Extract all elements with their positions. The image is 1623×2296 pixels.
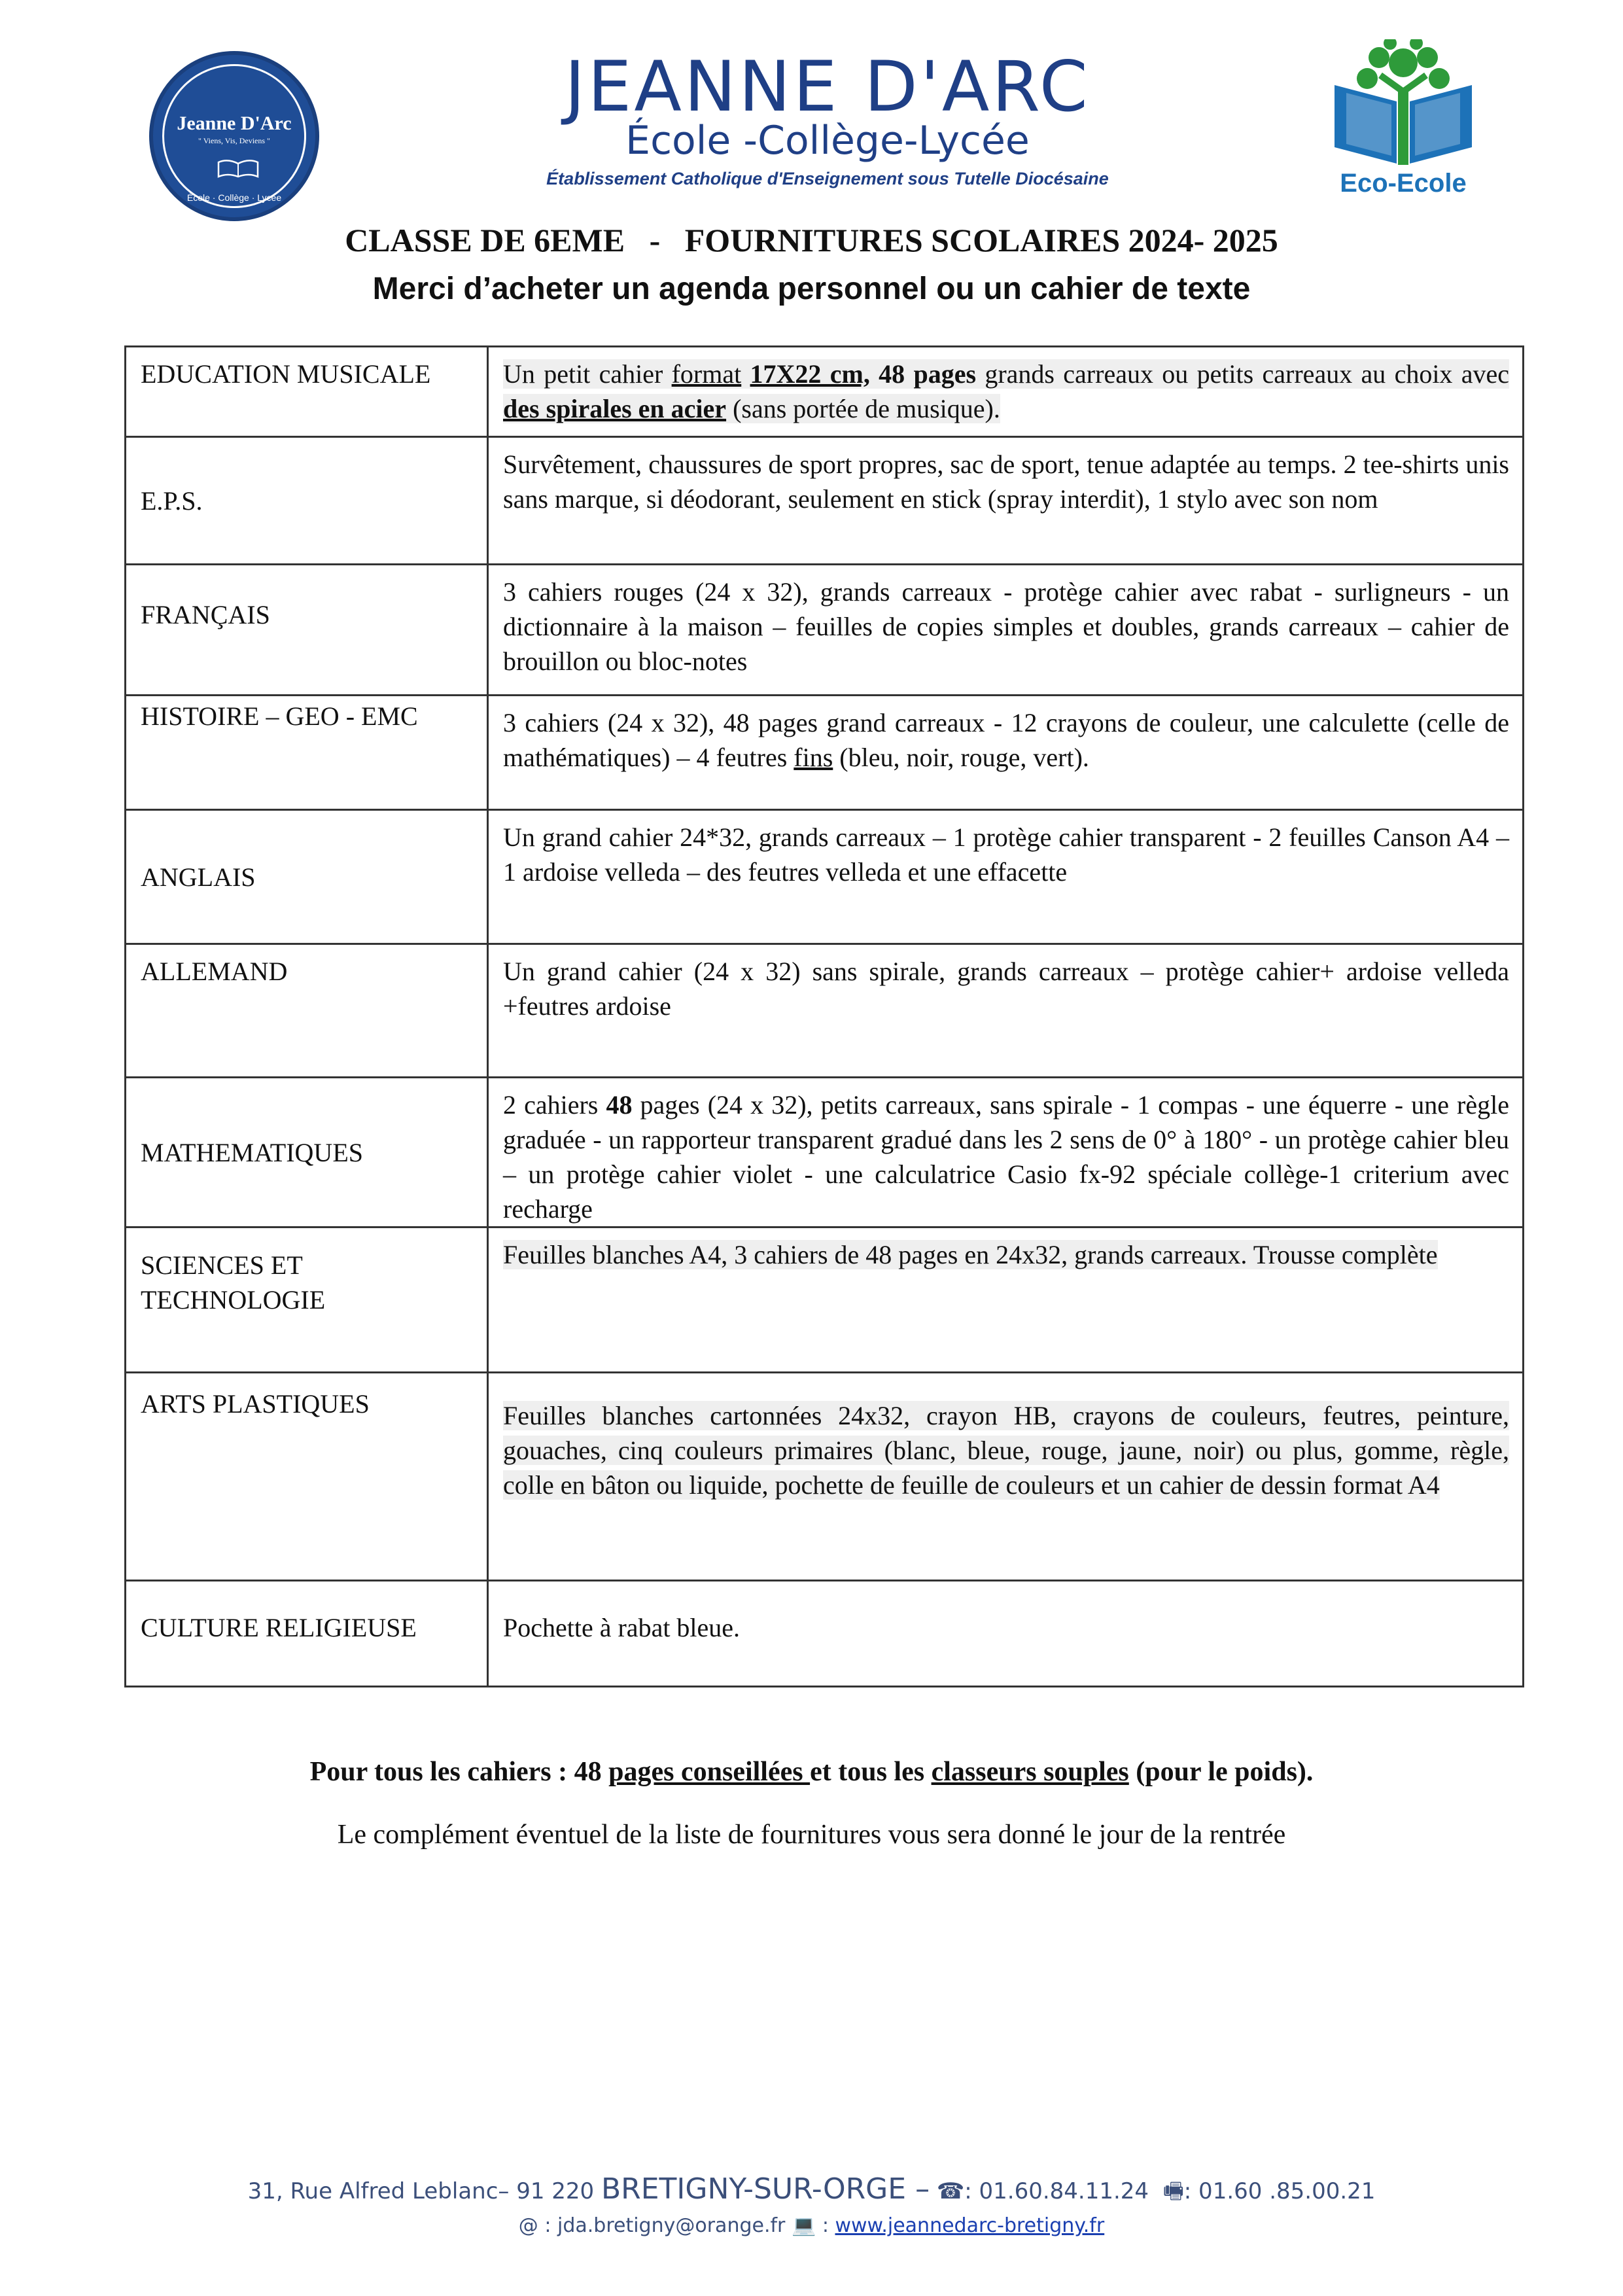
text-run-underlined: pages conseillées [608,1757,811,1787]
text-run: 3 cahiers (24 x 32), 48 pages grand carreaux - 12 crayons de couleur, une calculette (celle de mathématiques) – 4 feutres [503,708,1509,772]
supplies-text: Feuilles blanches A4, 3 cahiers de 48 pages en 24x32, grands carreaux. Trousse complète [503,1240,1438,1269]
fax-number: : 01.60 .85.00.21 [1183,2178,1376,2204]
page-title: CLASSE DE 6EME - FOURNITURES SCOLAIRES 2024- 2025 [345,222,1278,258]
supplies-cell [488,1078,1524,1227]
text-run-bold: 48 [606,1090,633,1120]
subject-cell: ANGLAIS [126,810,488,944]
subject-cell: CULTURE RELIGIEUSE [126,1581,488,1687]
subject-cell: EDUCATION MUSICALE [126,347,488,437]
text-run: (pour le poids). [1128,1757,1314,1787]
city-name: BRETIGNY-SUR-ORGE – [601,2172,930,2206]
computer-icon: 💻 [791,2214,816,2237]
logo-brand-text: Jeanne D'Arc [177,113,292,134]
subject-cell: ALLEMAND [126,944,488,1078]
table-row [126,565,1524,696]
text-run-underlined: format [671,359,742,389]
table-row [126,1078,1524,1227]
supplies-cell [488,696,1524,810]
text-run-bold-underlined: des spirales en acier [503,394,727,423]
supplies-text [503,359,1509,423]
text-run: et tous les [810,1757,932,1787]
table-row [126,437,1524,565]
logo-ribbon: École · Collège · Lycée [186,192,282,203]
text-run-bold-underlined: 17X22 cm, [750,359,870,389]
text-run: Pour tous les cahiers : 48 [309,1757,609,1787]
supplies-text: Feuilles blanches cartonnées 24x32, crayon HB, crayons de couleurs, feutres, peinture, gouaches, cinq couleurs primaires (blanc, bleue, rouge, jaune, noir) ou plus, gomme, règle, colle en bâton ou liquide, pochette de feuille de couleurs et un cahier de dessin format A4 [503,1401,1509,1500]
open-book-icon [217,158,259,178]
table-row [126,1227,1524,1373]
text-run: Un petit cahier [503,359,672,389]
subject-cell: MATHEMATIQUES [126,1078,488,1227]
fax-icon: 🖷 [1162,2178,1184,2204]
subject-cell: HISTOIRE – GEO - EMC [126,696,488,810]
at-icon: @ [518,2214,538,2237]
website-link[interactable]: www.jeannedarc-bretigny.fr [835,2214,1105,2237]
school-logo [149,51,319,221]
table-row [126,1373,1524,1581]
subject-cell: FRANÇAIS [126,565,488,696]
subject-cell: ARTS PLASTIQUES [126,1373,488,1581]
school-name: JEANNE D'ARC [565,46,1091,127]
email-address[interactable]: : jda.bretigny@orange.fr [544,2214,786,2237]
text-run-underlined: fins [794,743,833,772]
page-subtitle: Merci d’acheter un agenda personnel ou un cahier de texte [372,272,1251,306]
text-run: (sans portée de musique). [726,394,1000,423]
phone-number: : 01.60.84.11.24 [964,2178,1149,2204]
supplies-cell: Survêtement, chaussures de sport propres, sac de sport, tenue adaptée au temps. 2 tee-shirts unis sans marque, si déodorant, seulement en stick (spray interdit), 1 stylo avec son nom [488,437,1524,565]
text-run-underlined: classeurs souples [931,1757,1129,1787]
supplies-cell: Un grand cahier 24*32, grands carreaux – 1 protège cahier transparent - 2 feuilles Canson A4 – 1 ardoise velleda – des feutres velleda et une effacette [488,810,1524,944]
subject-cell: E.P.S. [126,437,488,565]
supplies-cell [488,347,1524,437]
table-row [126,1581,1524,1687]
supplies-cell: Un grand cahier (24 x 32) sans spirale, grands carreaux – protège cahier+ ardoise velleda +feutres ardoise [488,944,1524,1078]
phone-icon: ☎ [936,2178,965,2204]
rentree-note: Le complément éventuel de la liste de fournitures vous sera donné le jour de la rentrée [337,1820,1286,1850]
subject-cell: SCIENCES ET TECHNOLOGIE [126,1227,488,1373]
school-subtitle: École -Collège-Lycée [625,118,1030,164]
supplies-cell [488,1373,1524,1581]
footer-contact: @ : jda.bretigny@orange.fr 💻 : www.jeannedarc-bretigny.fr [518,2214,1105,2237]
text-run: grands carreaux ou petits carreaux au choix avec [976,359,1510,389]
logo-motto: " Viens, Vis, Deviens " [198,136,270,145]
supplies-cell: Pochette à rabat bleue. [488,1581,1524,1687]
table-row [126,810,1524,944]
school-tagline: Établissement Catholique d'Enseignement sous Tutelle Diocésaine [546,169,1109,188]
eco-ecole-label: Eco-Ecole [1340,169,1467,198]
table-row [126,944,1524,1078]
table-row [126,347,1524,437]
supplies-cell: 3 cahiers rouges (24 x 32), grands carreaux - protège cahier avec rabat - surligneurs - un dictionnaire à la maison – feuilles de copies simples et doubles, grands carreaux – cahier de brouillon ou bloc-notes [488,565,1524,696]
text-run: (bleu, noir, rouge, vert). [833,743,1089,772]
text-run: pages (24 x 32), petits carreaux, sans spirale - 1 compas - une équerre - une règle graduée - un rapporteur transparent gradué dans les 2 sens de 0° à 180° - un protège cahier bleu – un protège cahier violet - une calculatrice Casio fx-92 spéciale collège-1 criterium avec recharge [503,1090,1510,1224]
footer-address [0,2172,1623,2213]
supplies-table [124,345,1524,1687]
text-run: 2 cahiers [503,1090,606,1120]
eco-ecole-logo [1328,39,1478,203]
text-run [741,359,750,389]
text-run-bold: 48 pages [879,359,977,389]
eco-tree-book-icon [1328,39,1478,170]
table-row [126,696,1524,810]
street-address: 31, Rue Alfred Leblanc– 91 220 [247,2178,595,2204]
text-run [870,359,879,389]
cahiers-note [0,1756,1623,1788]
supplies-cell [488,1227,1524,1373]
